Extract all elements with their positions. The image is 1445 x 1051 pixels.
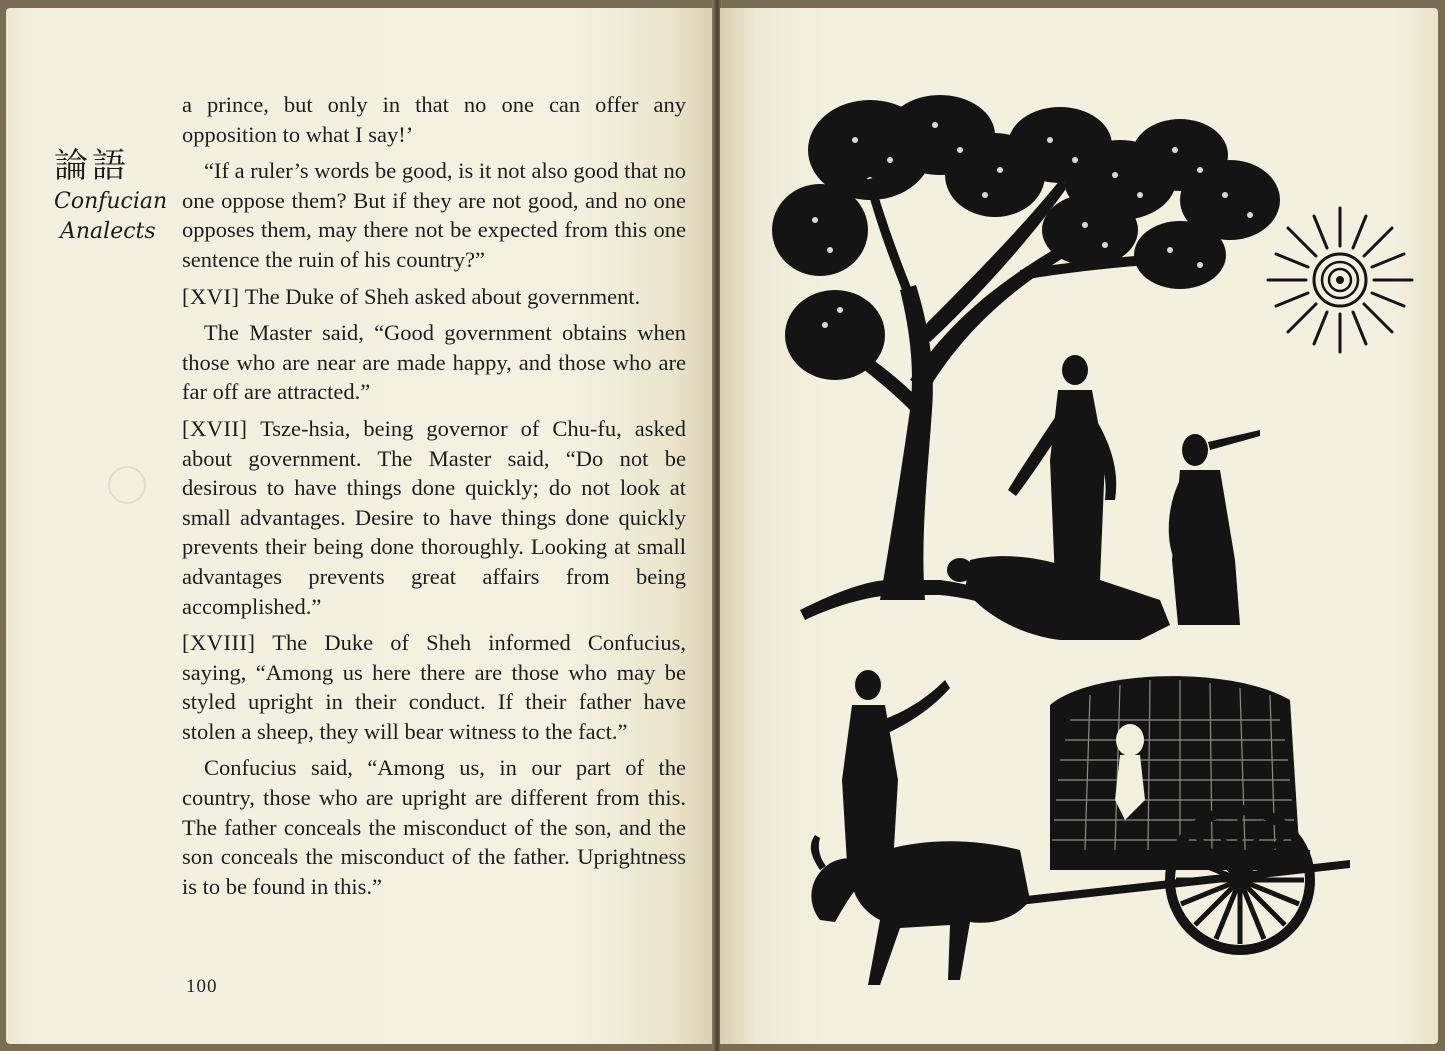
running-sidebar-title (54, 146, 174, 246)
section-ref: [XVIII] (182, 630, 256, 656)
paragraph-text: Confucius said, “Among us, in our part of the country, those who are upright are different from this. The father conceals the misconduct of the son, and the son conceals the misconduct of the father. Uprightness is to be found in this.” (182, 755, 686, 899)
page-number: 100 (186, 976, 218, 997)
paragraph (182, 318, 686, 407)
left-page (6, 8, 714, 1044)
kneeling-figure (947, 556, 1170, 640)
official-figure (1169, 430, 1260, 625)
paragraph (182, 90, 686, 149)
paragraph-text: The Duke of Sheh asked about government. (239, 283, 641, 309)
paragraph (182, 628, 686, 746)
chinese-title: 論語 (54, 146, 130, 186)
cart-wheel-icon (1170, 810, 1310, 950)
paragraph-text: Tsze-hsia, being governor of Chu-fu, asked about government. The Master said, “Do not be desirous to have things done quickly; do not look at small advantages. Desire to have things done quickly prevents their being done thoroughly. Looking at small advantages prevents great affairs from being accomplished.” (182, 415, 686, 619)
paragraph (182, 414, 686, 621)
paragraph (182, 753, 686, 901)
paragraph-text: a prince, but only in that no one can offer any opposition to what I say!’ (182, 92, 686, 147)
right-page (720, 8, 1438, 1044)
paragraph-text: “If a ruler’s words be good, is it not also good that no one oppose them? But if they are not good, and no one opposes them, may there not be expected from this one sentence the ruin of his country?” (182, 158, 686, 272)
section-ref: [XVII] (182, 415, 248, 441)
sun-icon (1268, 208, 1412, 352)
body-text (182, 90, 686, 908)
paragraph (182, 282, 686, 312)
title-line-2: Analects (60, 219, 156, 244)
standing-scholar-figure (1008, 355, 1116, 580)
title-line-1: Confucian (54, 189, 168, 214)
stain-mark (108, 466, 146, 504)
paragraph-text: The Duke of Sheh informed Confucius, saying, “Among us here there are those who may be styled upright in their conduct. If their father have stolen a sheep, they will bear witness to the fact.” (182, 630, 686, 744)
paragraph (182, 156, 686, 274)
section-ref: [XVI] (182, 283, 240, 309)
woodcut-illustration (760, 80, 1420, 1000)
ox-figure (811, 835, 1030, 985)
paragraph-text: The Master said, “Good government obtains when those who are near are made happy, and those who are far off are attracted.” (182, 320, 686, 405)
